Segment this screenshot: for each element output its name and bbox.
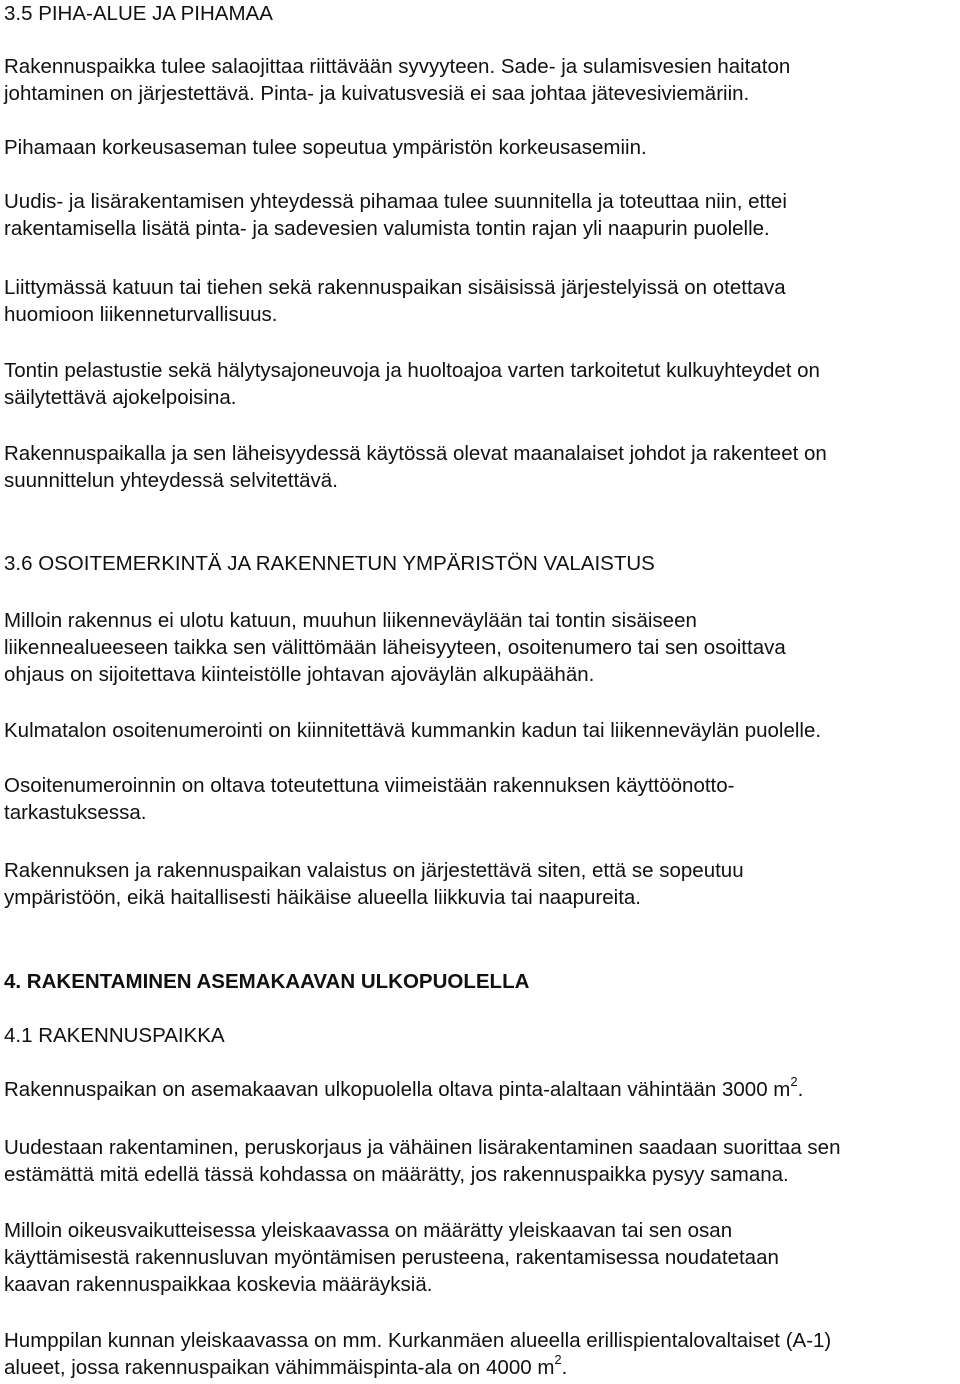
text-line [4,1354,831,1381]
paragraph-elevation [4,134,647,161]
superscript: 2 [790,1074,798,1090]
text-line: tarkastuksessa. [4,801,147,824]
text-line [4,1076,803,1103]
paragraph-rebuilding [4,1134,840,1188]
text-line: Rakennuspaikalla ja sen läheisyydessä käytössä olevat maanalaiset johdot ja rakenteet on [4,442,827,465]
text-run: alueet, jossa rakennuspaikan vähimmäispinta-ala on 4000 m [4,1356,555,1379]
paragraph-new-construction [4,188,787,242]
text-line: Pihamaan korkeusaseman tulee sopeutua ympäristön korkeusasemiin. [4,136,647,159]
text-line: ohjaus on sijoitettava kiinteistölle johtavan ajoväylän alkupäähän. [4,663,595,686]
text-line: Tontin pelastustie sekä hälytysajoneuvoja ja huoltoajoa varten tarkoitetut kulkuyhteydet on [4,359,820,382]
text-line: Liittymässä katuun tai tiehen sekä rakennuspaikan sisäisissä järjestelyissä on otettava [4,276,786,299]
paragraph-address-placement [4,607,786,688]
paragraph-address-deadline [4,772,734,826]
section-heading-3-6: 3.6 OSOITEMERKINTÄ JA RAKENNETUN YMPÄRISTÖN VALAISTUS [4,552,655,575]
text-line: johtaminen on järjestettävä. Pinta- ja kuivatusvesiä ei saa johtaa jätevesiviemäriin. [4,82,750,105]
superscript: 2 [554,1352,562,1368]
text-run: Rakennuspaikan on asemakaavan ulkopuolella oltava pinta-alaltaan vähintään 3000 m [4,1078,791,1101]
section-heading-3-5: 3.5 PIHA-ALUE JA PIHAMAA [4,2,273,25]
text-line: Uudis- ja lisärakentamisen yhteydessä pihamaa tulee suunnitella ja toteuttaa niin, ettei [4,190,787,213]
text-line: kaavan rakennuspaikkaa koskevia määräyksiä. [4,1273,433,1296]
text-line: Kulmatalon osoitenumerointi on kiinnitettävä kummankin kadun tai liikenneväylän puolelle. [4,719,822,742]
text-line: rakentamisella lisätä pinta- ja sadevesien valumista tontin rajan yli naapurin puolelle. [4,217,770,240]
paragraph-underground-lines [4,440,827,494]
text-line: Osoitenumeroinnin on oltava toteutettuna viimeistään rakennuksen käyttöönotto- [4,774,735,797]
text-line: Milloin oikeusvaikutteisessa yleiskaavassa on määrätty yleiskaavan tai sen osan [4,1219,733,1242]
text-line: Milloin rakennus ei ulotu katuun, muuhun liikenneväylään tai tontin sisäiseen [4,609,697,632]
text-run: . [561,1356,568,1379]
paragraph-drainage [4,53,790,107]
text-line: säilytettävä ajokelpoisina. [4,386,237,409]
text-line: ympäristöön, eikä haitallisesti häikäise alueella liikkuvia tai naapureita. [4,886,641,909]
section-heading-4-1: 4.1 RAKENNUSPAIKKA [4,1024,225,1047]
text-line: estämättä mitä edellä tässä kohdassa on määrätty, jos rakennuspaikka pysyy samana. [4,1163,789,1186]
paragraph-general-plan [4,1217,779,1298]
text-line: Rakennuksen ja rakennuspaikan valaistus on järjestettävä siten, että se sopeutuu [4,859,744,882]
paragraph-traffic-safety [4,274,786,328]
section-heading-4: 4. RAKENTAMINEN ASEMAKAAVAN ULKOPUOLELLA [4,970,530,993]
text-line: liikennealueeseen taikka sen välittömään läheisyyteen, osoitenumero tai sen osoittava [4,636,786,659]
paragraph-corner-house [4,717,821,744]
text-run: . [797,1078,804,1101]
paragraph-humppila [4,1327,831,1381]
paragraph-minimum-area [4,1076,803,1103]
text-line: Humppilan kunnan yleiskaavassa on mm. Kurkanmäen alueella erillispientalovaltaiset (A-1) [4,1329,832,1352]
text-line: huomioon liikenneturvallisuus. [4,303,278,326]
paragraph-rescue-road [4,357,820,411]
text-line: Uudestaan rakentaminen, peruskorjaus ja vähäinen lisärakentaminen saadaan suorittaa sen [4,1136,841,1159]
text-line: Rakennuspaikka tulee salaojittaa riittävään syvyyteen. Sade- ja sulamisvesien haitaton [4,55,791,78]
paragraph-lighting [4,857,744,911]
text-line: suunnittelun yhteydessä selvitettävä. [4,469,338,492]
text-line: käyttämisestä rakennusluvan myöntämisen perusteena, rakentamisessa noudatetaan [4,1246,779,1269]
